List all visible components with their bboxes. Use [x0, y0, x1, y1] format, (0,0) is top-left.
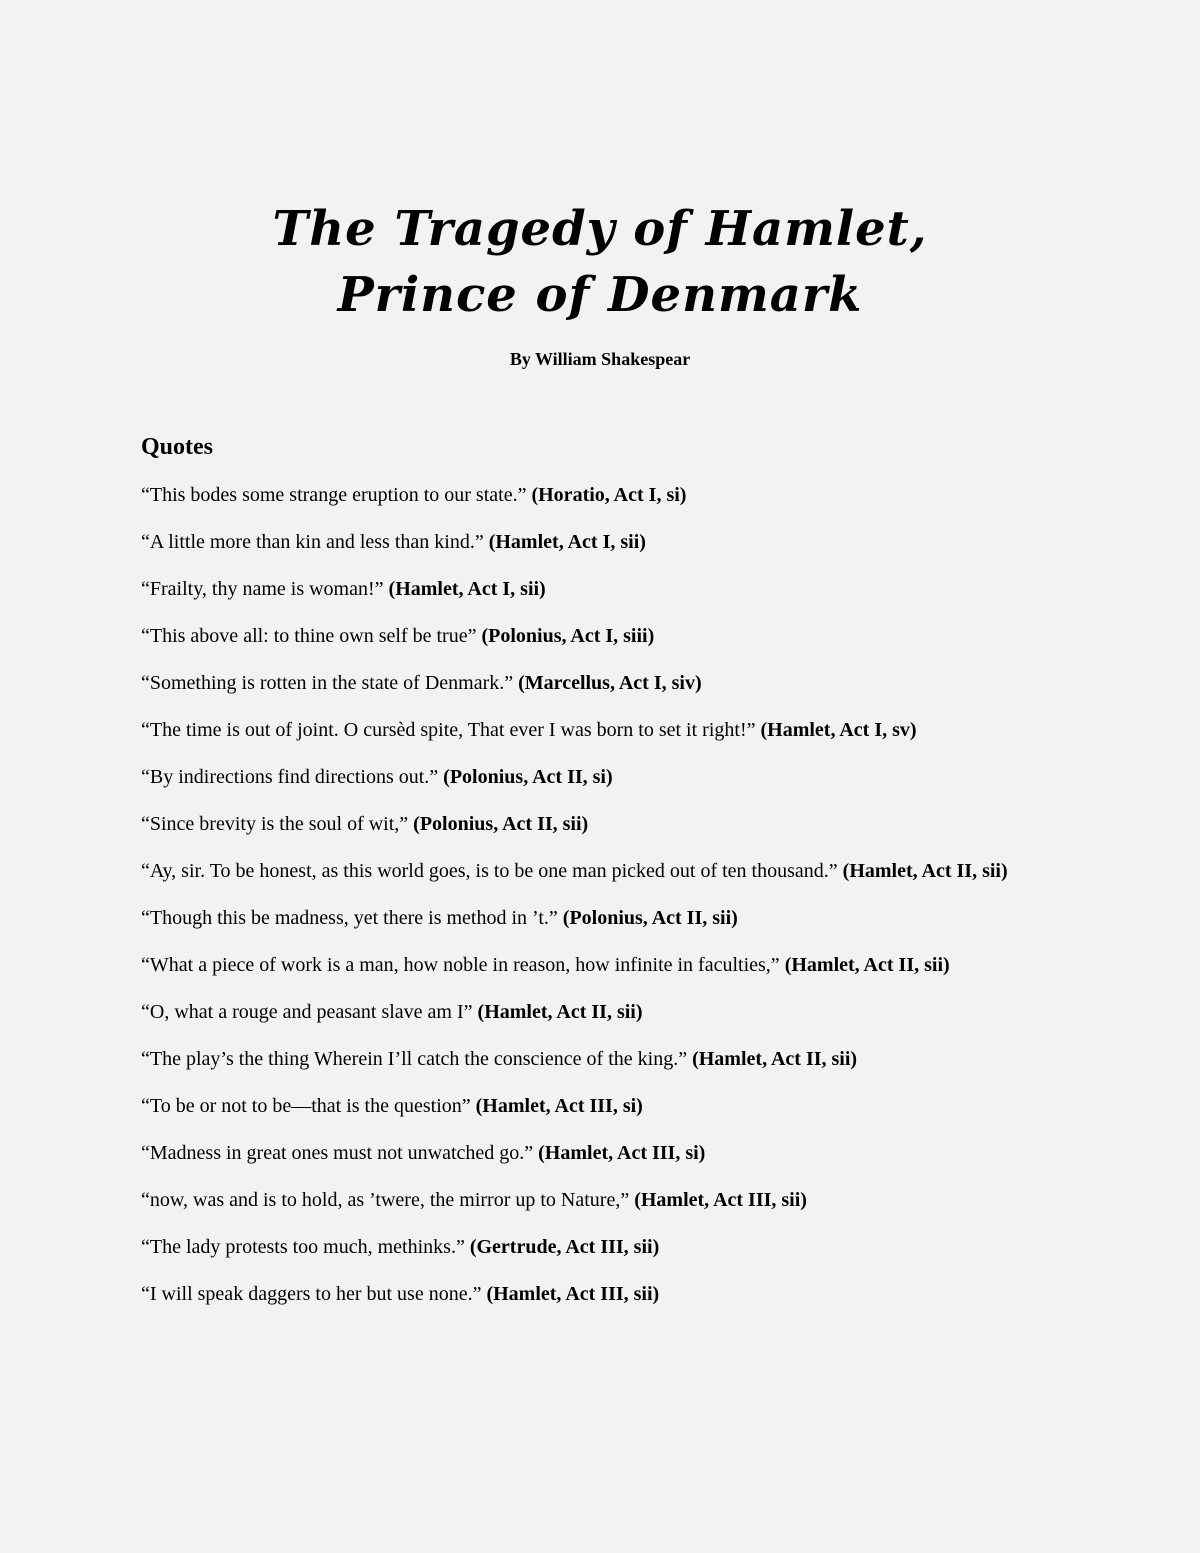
- quote-citation: (Hamlet, Act III, sii): [634, 1189, 807, 1211]
- quote-text: “Ay, sir. To be honest, as this world goes, is to be one man picked out of ten thousand.”: [141, 860, 838, 882]
- quote-text: “Since brevity is the soul of wit,”: [141, 813, 409, 835]
- quote-item: [141, 528, 1061, 556]
- quote-item: [141, 763, 1061, 791]
- author-byline: By William Shakespear: [509, 349, 691, 369]
- quote-item: [141, 669, 1061, 697]
- quote-citation: (Hamlet, Act I, sii): [488, 531, 646, 553]
- quote-citation: (Hamlet, Act II, sii): [692, 1048, 858, 1070]
- quote-item: [141, 998, 1061, 1026]
- quote-text: “Though this be madness, yet there is method in ’t.”: [141, 907, 558, 929]
- quote-item: [141, 951, 1061, 979]
- quote-text: “O, what a rouge and peasant slave am I”: [141, 1001, 473, 1023]
- quote-citation: (Hamlet, Act III, si): [538, 1142, 706, 1164]
- quote-citation: (Hamlet, Act II, sii): [477, 1001, 643, 1023]
- quote-text: “This above all: to thine own self be true”: [141, 625, 477, 647]
- quote-item: [141, 575, 1061, 603]
- quote-citation: (Hamlet, Act I, sv): [760, 719, 917, 741]
- quote-item: [141, 1139, 1061, 1167]
- quote-text: “Madness in great ones must not unwatched go.”: [141, 1142, 534, 1164]
- quote-citation: (Hamlet, Act II, sii): [784, 954, 950, 976]
- quote-text: “The play’s the thing Wherein I’ll catch the conscience of the king.”: [141, 1048, 688, 1070]
- quote-text: “The time is out of joint. O cursèd spite, That ever I was born to set it right!”: [141, 719, 756, 741]
- quote-citation: (Hamlet, Act I, sii): [388, 578, 546, 600]
- quote-item: [141, 716, 1061, 744]
- quote-text: “now, was and is to hold, as ’twere, the mirror up to Nature,”: [141, 1189, 630, 1211]
- quote-text: “To be or not to be—that is the question”: [141, 1095, 471, 1117]
- quote-item: [141, 1280, 1061, 1308]
- quote-text: “A little more than kin and less than kind.”: [141, 531, 484, 553]
- quote-citation: (Hamlet, Act II, sii): [842, 860, 1008, 882]
- quote-citation: (Polonius, Act II, si): [443, 766, 613, 788]
- quote-citation: (Hamlet, Act III, si): [475, 1095, 643, 1117]
- quote-text: “By indirections find directions out.”: [141, 766, 439, 788]
- quote-item: [141, 857, 1061, 885]
- quote-item: [141, 904, 1061, 932]
- quote-citation: (Hamlet, Act III, sii): [486, 1283, 660, 1305]
- quote-citation: (Marcellus, Act I, siv): [518, 672, 702, 694]
- quote-citation: (Polonius, Act II, sii): [413, 813, 589, 835]
- quote-item: [141, 1092, 1061, 1120]
- section-heading-quotes: Quotes: [141, 434, 213, 460]
- quote-citation: (Polonius, Act I, siii): [481, 625, 655, 647]
- quote-list: [141, 481, 1061, 1327]
- quote-text: “The lady protests too much, methinks.”: [141, 1236, 465, 1258]
- quote-text: “This bodes some strange eruption to our state.”: [141, 484, 527, 506]
- quote-citation: (Polonius, Act II, sii): [562, 907, 738, 929]
- quote-citation: (Gertrude, Act III, sii): [469, 1236, 660, 1258]
- quote-item: [141, 810, 1061, 838]
- quote-item: [141, 481, 1061, 509]
- quote-item: [141, 622, 1061, 650]
- quote-item: [141, 1045, 1061, 1073]
- quote-text: “I will speak daggers to her but use none.”: [141, 1283, 482, 1305]
- quote-item: [141, 1186, 1061, 1214]
- quote-text: “Something is rotten in the state of Denmark.”: [141, 672, 514, 694]
- quote-text: “Frailty, thy name is woman!”: [141, 578, 384, 600]
- document-title: The Tragedy of Hamlet, Prince of Denmark: [272, 201, 928, 323]
- quote-item: [141, 1233, 1061, 1261]
- quote-text: “What a piece of work is a man, how noble in reason, how infinite in faculties,”: [141, 954, 780, 976]
- quote-citation: (Horatio, Act I, si): [531, 484, 687, 506]
